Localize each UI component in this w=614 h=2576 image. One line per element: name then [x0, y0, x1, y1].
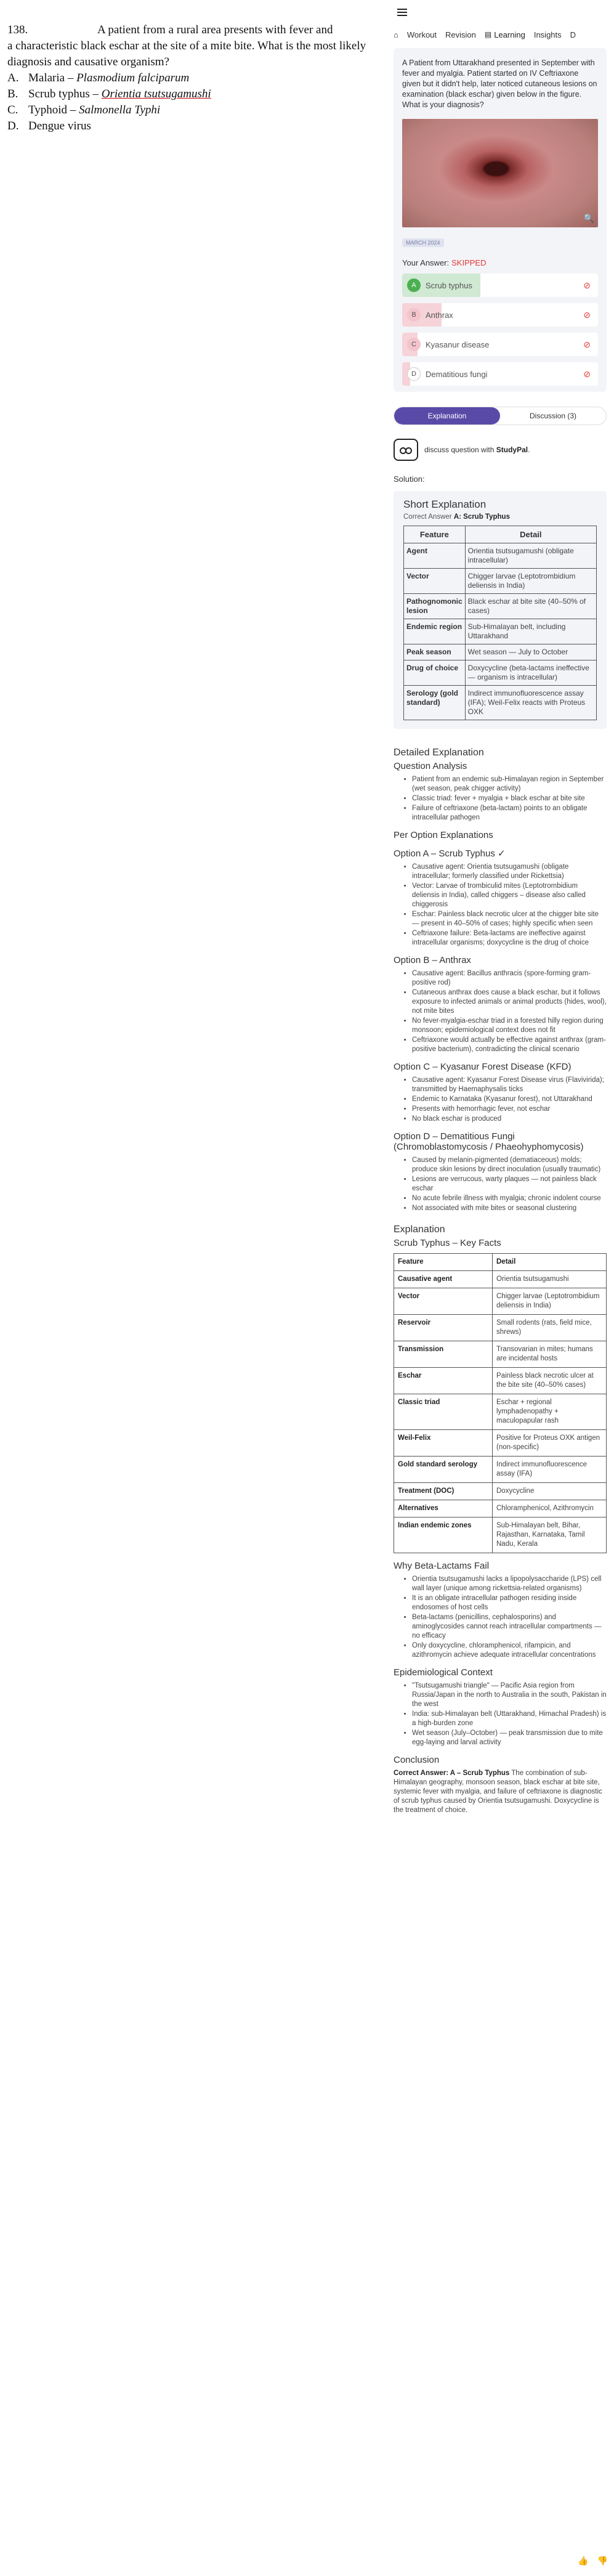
per-option-title: Per Option Explanations: [394, 830, 493, 840]
option-letter: D: [407, 367, 421, 381]
question-text: A Patient from Uttarakhand presented in September with fever and myalgia. Patient started on IV Ceftriaxone given but it didn't help, later noticed cutaneous lesions on examination (black eschar) given below in the figure. What is your diagnosis?: [402, 59, 597, 109]
tab-more[interactable]: D: [570, 30, 576, 39]
list-item: • Causative agent: Orientia tsutsugamushi (obligate intracellular; formerly classified under Rickettsia): [412, 863, 607, 881]
table-row: [404, 686, 597, 720]
option-a: A. Malaria – Plasmodium falciparum: [7, 71, 190, 84]
detail-cell: Sub-Himalayan belt, including Uttarakhand: [465, 619, 596, 644]
fact-key: Treatment (DOC): [394, 1483, 493, 1500]
fact-key: Classic triad: [394, 1394, 493, 1430]
question-text: a characteristic black eschar at the site of a mite bite. What is the most likely diagnosis and causative organism?: [7, 39, 366, 68]
fact-value: Doxycycline: [493, 1483, 607, 1500]
discuss-with-studypal[interactable]: discuss question with StudyPal.: [394, 439, 607, 461]
table-row: [404, 594, 597, 619]
fact-value: Small rodents (rats, field mice, shrews): [493, 1315, 607, 1341]
thumbs-up-icon[interactable]: 👍: [578, 2556, 589, 2566]
list-item: • Orientia tsutsugamushi lacks a lipopolysaccharide (LPS) cell wall layer (unique among rickettsia-related organisms): [412, 1575, 607, 1593]
fact-key: Reservoir: [394, 1315, 493, 1341]
fact-key: Transmission: [394, 1341, 493, 1368]
epi-title: Epidemiological Context: [394, 1667, 493, 1678]
tab-learning[interactable]: ▤ Learning: [484, 30, 525, 39]
table-row: [394, 1368, 607, 1394]
feature-cell: Pathognomonic lesion: [404, 594, 466, 619]
list-item: • Cutaneous anthrax does cause a black eschar, but it follows exposure to infected animals or animal products (hides, wool), not mite bites: [412, 988, 607, 1016]
fact-value: Orientia tsutsugamushi: [493, 1271, 607, 1288]
list-item: • Classic triad: fever + myalgia + black eschar at bite site: [412, 794, 607, 803]
option-explanation-title: Option A – Scrub Typhus ✓: [394, 848, 506, 859]
conclusion-title: Conclusion: [394, 1755, 440, 1765]
answer-option-d[interactable]: [402, 362, 598, 386]
ban-icon: ⊘: [583, 280, 591, 290]
fact-value: Chigger larvae (Leptotrombidium deliensis in India): [493, 1288, 607, 1315]
fact-value: Painless black necrotic ulcer at the bite site (40–50% cases): [493, 1368, 607, 1394]
list-item: • It is an obligate intracellular pathogen residing inside endosomes of host cells: [412, 1594, 607, 1612]
table-row: [404, 543, 597, 569]
feature-cell: Drug of choice: [404, 660, 466, 686]
table-row: [404, 644, 597, 660]
list-item: • Beta-lactams (penicillins, cephalosporins) and aminoglycosides cannot reach intracellular compartments — no efficacy: [412, 1613, 607, 1641]
table-row: [394, 1483, 607, 1500]
fact-value: Sub-Himalayan belt, Bihar, Rajasthan, Karnataka, Tamil Nadu, Kerala: [493, 1518, 607, 1553]
app-panel: [386, 0, 614, 1815]
answer-option-b[interactable]: [402, 303, 598, 327]
fact-value: Indirect immunofluorescence assay (IFA): [493, 1457, 607, 1483]
feature-cell: Vector: [404, 569, 466, 594]
list-item: • Eschar: Painless black necrotic ulcer at the chigger bite site — present in 40–50% of cases; highly specific when seen: [412, 910, 607, 928]
per-option-list: [394, 848, 607, 1213]
menu-icon[interactable]: [397, 9, 407, 16]
key-facts-table: Feature Detail Causative agent Orientia tsutsugamushi Vector Chigger larvae (Leptotrombidium deliensis in India) Reservoir Small rodents (rats, field mice, shrews) Transmission Transovarian in mites; humans are incidental hosts Eschar Painless black necrotic ulcer at the bite site (40–50% cases) Classic triad Eschar + regional lymphadenopathy + maculopapular rash Weil-Felix Positive for Proteus OXK antigen (non-specific) Gold standard serology Indirect immunofluorescence assay (IFA) Treatment (DOC) Doxycycline Alternatives Chloramphenicol, Azithromycin Indian endemic zones Sub-Himalayan belt, Bihar, Rajasthan, Karnataka, Tamil Nadu, Kerala: [394, 1253, 607, 1553]
fact-value: Positive for Proteus OXK antigen (non-specific): [493, 1430, 607, 1457]
list-item: • Wet season (July–October) — peak transmission due to mite egg-laying and larval activity: [412, 1729, 607, 1747]
detail-cell: Wet season — July to October: [465, 644, 596, 660]
fact-value: Chloramphenicol, Azithromycin: [493, 1500, 607, 1518]
answer-options: [402, 274, 598, 386]
table-row: [394, 1315, 607, 1341]
list-item: • India: sub-Himalayan belt (Uttarakhand, Himachal Pradesh) is a high-burden zone: [412, 1710, 607, 1728]
option-label: Dematitious fungi: [426, 369, 488, 379]
feature-cell: Serology (gold standard): [404, 686, 466, 720]
question-block: [7, 22, 374, 70]
table-row: [404, 619, 597, 644]
question-line-1: A patient from a rural area presents with fever and: [97, 23, 333, 36]
correct-answer-line: Correct Answer A: Scrub Typhus: [403, 513, 510, 521]
list-item: • Caused by melanin-pigmented (dematiaceous) molds; produce skin lesions by direct inoculation (usually traumatic): [412, 1156, 607, 1174]
fact-key: Gold standard serology: [394, 1457, 493, 1483]
thumbs-down-icon[interactable]: 👎: [597, 2556, 608, 2566]
table-row: [404, 660, 597, 686]
option-d: D. Dengue virus: [7, 120, 91, 132]
fact-key: Eschar: [394, 1368, 493, 1394]
feature-cell: Endemic region: [404, 619, 466, 644]
fact-key: Indian endemic zones: [394, 1518, 493, 1553]
list-item: • Not associated with mite bites or seasonal clustering: [412, 1204, 607, 1213]
answer-option-c[interactable]: [402, 333, 598, 356]
why-title: Why Beta-Lactams Fail: [394, 1561, 490, 1571]
conclusion-text: Correct Answer: A – Scrub Typhus The combination of sub-Himalayan geography, monsoon season, black eschar at bite site, systemic fever with myalgia, and failure of ceftriaxone is diagnostic of scrub typhus caused by Orientia tsutsugamushi. Doxycycline is the treatment of choice.: [394, 1769, 602, 1814]
list-item: • No black eschar is produced: [412, 1115, 607, 1124]
option-b: B. Scrub typhus – Orientia tsutsugamushi: [7, 87, 211, 100]
option-explanation-title: Option D – Dematitious Fungi (Chromoblastomycosis / Phaeohyphomycosis): [394, 1131, 584, 1152]
list-item: • Ceftriaxone failure: Beta-lactams are ineffective against intracellular organisms; doxycycline is the drug of choice: [412, 929, 607, 948]
table-row: [394, 1394, 607, 1430]
view-toggle: [394, 407, 607, 425]
list-item: • Patient from an endemic sub-Himalayan region in September (wet season, peak chigger activity): [412, 775, 607, 794]
list-item: • Endemic to Karnataka (Kyasanur forest), not Uttarakhand: [412, 1095, 607, 1104]
list-item: • Vector: Larvae of trombiculid mites (Leptotrombidium deliensis in India), called chiggers – disease also called chiggerosis: [412, 882, 607, 909]
short-explanation-title: Short Explanation: [403, 498, 487, 510]
fact-key: Vector: [394, 1288, 493, 1315]
top-bar: [386, 0, 614, 25]
list-item: • Lesions are verrucous, warty plaques — not painless black eschar: [412, 1175, 607, 1193]
answer-option-a[interactable]: [402, 274, 598, 297]
option-explanation-title: Option B – Anthrax: [394, 955, 471, 965]
option-label: Kyasanur disease: [426, 339, 490, 349]
table-row: [404, 569, 597, 594]
feedback-icons: [578, 2556, 608, 2566]
question-analysis-title: Question Analysis: [394, 761, 467, 771]
tab-revision[interactable]: Revision: [445, 30, 476, 39]
option-letter: B: [407, 308, 421, 322]
list-item: • Only doxycycline, chloramphenicol, rifampicin, and azithromycin achieve adequate intracellular concentrations: [412, 1641, 607, 1660]
table-row: [394, 1341, 607, 1368]
list-item: • Causative agent: Kyasanur Forest Disease virus (Flavivirida); transmitted by Haemaphysalis ticks: [412, 1076, 607, 1094]
list-item: • Presents with hemorrhagic fever, not eschar: [412, 1105, 607, 1114]
tab-discussion[interactable]: Discussion (3): [529, 412, 577, 420]
tab-workout[interactable]: Workout: [406, 30, 437, 39]
book-icon: ▤: [484, 30, 492, 39]
fact-value: Transovarian in mites; humans are incidental hosts: [493, 1341, 607, 1368]
tab-insights[interactable]: Insights: [533, 30, 562, 39]
option-c: C. Typhoid – Salmonella Typhi: [7, 104, 161, 116]
fact-key: Alternatives: [394, 1500, 493, 1518]
list-item: • Causative agent: Bacillus anthracis (spore-forming gram-positive rod): [412, 969, 607, 988]
list-item: • Failure of ceftriaxone (beta-lactam) points to an obligate intracellular pathogen: [412, 804, 607, 823]
option-explanation-list: [412, 969, 607, 1054]
table-row: [394, 1518, 607, 1553]
home-icon[interactable]: ⌂: [394, 30, 398, 39]
detail-cell: Black eschar at bite site (40–50% of cases): [465, 594, 596, 619]
short-table: Feature Detail Agent Orientia tsutsugamushi (obligate intracellular) Vector Chigger larvae (Leptotrombidium deliensis in India) Pathognomonic lesion Black eschar at bite site (40–50% of cases) Endemic region Sub-Himalayan belt, including Uttarakhand Peak season Wet season — July to October Drug of choice Doxycycline (beta-lactams ineffective — organism is intracellular) Serology (gold standard) Indirect immunofluorescence assay (IFA); Weil-Felix reacts with Proteus OXK: [403, 526, 597, 720]
exam-tag: MARCH 2024: [402, 238, 444, 247]
question-card: [394, 48, 607, 392]
list-item: • No acute febrile illness with myalgia; chronic indolent course: [412, 1194, 607, 1203]
ban-icon: ⊘: [583, 309, 591, 320]
table-row: [394, 1288, 607, 1315]
nav-tabs: [386, 25, 614, 44]
fact-value: Eschar + regional lymphadenopathy + maculopapular rash: [493, 1394, 607, 1430]
tab-explanation[interactable]: Explanation: [394, 407, 500, 425]
option-explanation-list: [412, 1156, 607, 1213]
key-facts-title: Scrub Typhus – Key Facts: [394, 1238, 501, 1248]
short-explanation-card: [394, 491, 607, 729]
robot-icon: [394, 439, 418, 461]
solution-label: Solution:: [394, 474, 425, 484]
table-row: [394, 1500, 607, 1518]
option-explanation-list: [412, 1076, 607, 1124]
detail-cell: Orientia tsutsugamushi (obligate intracellular): [465, 543, 596, 569]
your-answer: Your Answer: SKIPPED: [402, 258, 487, 267]
detail-cell: Chigger larvae (Leptotrombidium deliensis in India): [465, 569, 596, 594]
table-row: [394, 1271, 607, 1288]
explanation-title: Explanation: [394, 1224, 445, 1235]
eschar-image[interactable]: [402, 119, 598, 227]
fact-key: Causative agent: [394, 1271, 493, 1288]
question-analysis-list: [412, 775, 607, 823]
option-letter: A: [407, 278, 421, 292]
detail-cell: Indirect immunofluorescence assay (IFA); Weil-Felix reacts with Proteus OXK: [465, 686, 596, 720]
option-label: Anthrax: [426, 310, 453, 320]
list-item: • Ceftriaxone would actually be effective against anthrax (gram-positive bacterium), contradicting the clinical scenario: [412, 1036, 607, 1054]
epi-list: [412, 1681, 607, 1747]
fact-key: Weil-Felix: [394, 1430, 493, 1457]
table-row: [394, 1430, 607, 1457]
option-label: Scrub typhus: [426, 280, 472, 290]
detail-cell: Doxycycline (beta-lactams ineffective — organism is intracellular): [465, 660, 596, 686]
list-item: • "Tsutsugamushi triangle" — Pacific Asia region from Russia/Japan in the north to Australia in the south, Pakistan in the west: [412, 1681, 607, 1709]
option-explanation-list: [412, 863, 607, 948]
detailed-title: Detailed Explanation: [394, 747, 484, 758]
feature-cell: Agent: [404, 543, 466, 569]
ban-icon: ⊘: [583, 368, 591, 379]
feature-cell: Peak season: [404, 644, 466, 660]
question-number: 138.: [7, 23, 28, 36]
skipped-status: SKIPPED: [451, 258, 487, 267]
detailed-explanation: [394, 747, 607, 1815]
why-list: [412, 1575, 607, 1660]
zoom-icon[interactable]: 🔍: [583, 213, 594, 223]
option-explanation-title: Option C – Kyasanur Forest Disease (KFD): [394, 1062, 572, 1072]
option-letter: C: [407, 338, 421, 351]
ban-icon: ⊘: [583, 339, 591, 349]
table-row: [394, 1457, 607, 1483]
list-item: • No fever-myalgia-eschar triad in a forested hilly region during monsoon; epidemiological context does not fit: [412, 1017, 607, 1035]
